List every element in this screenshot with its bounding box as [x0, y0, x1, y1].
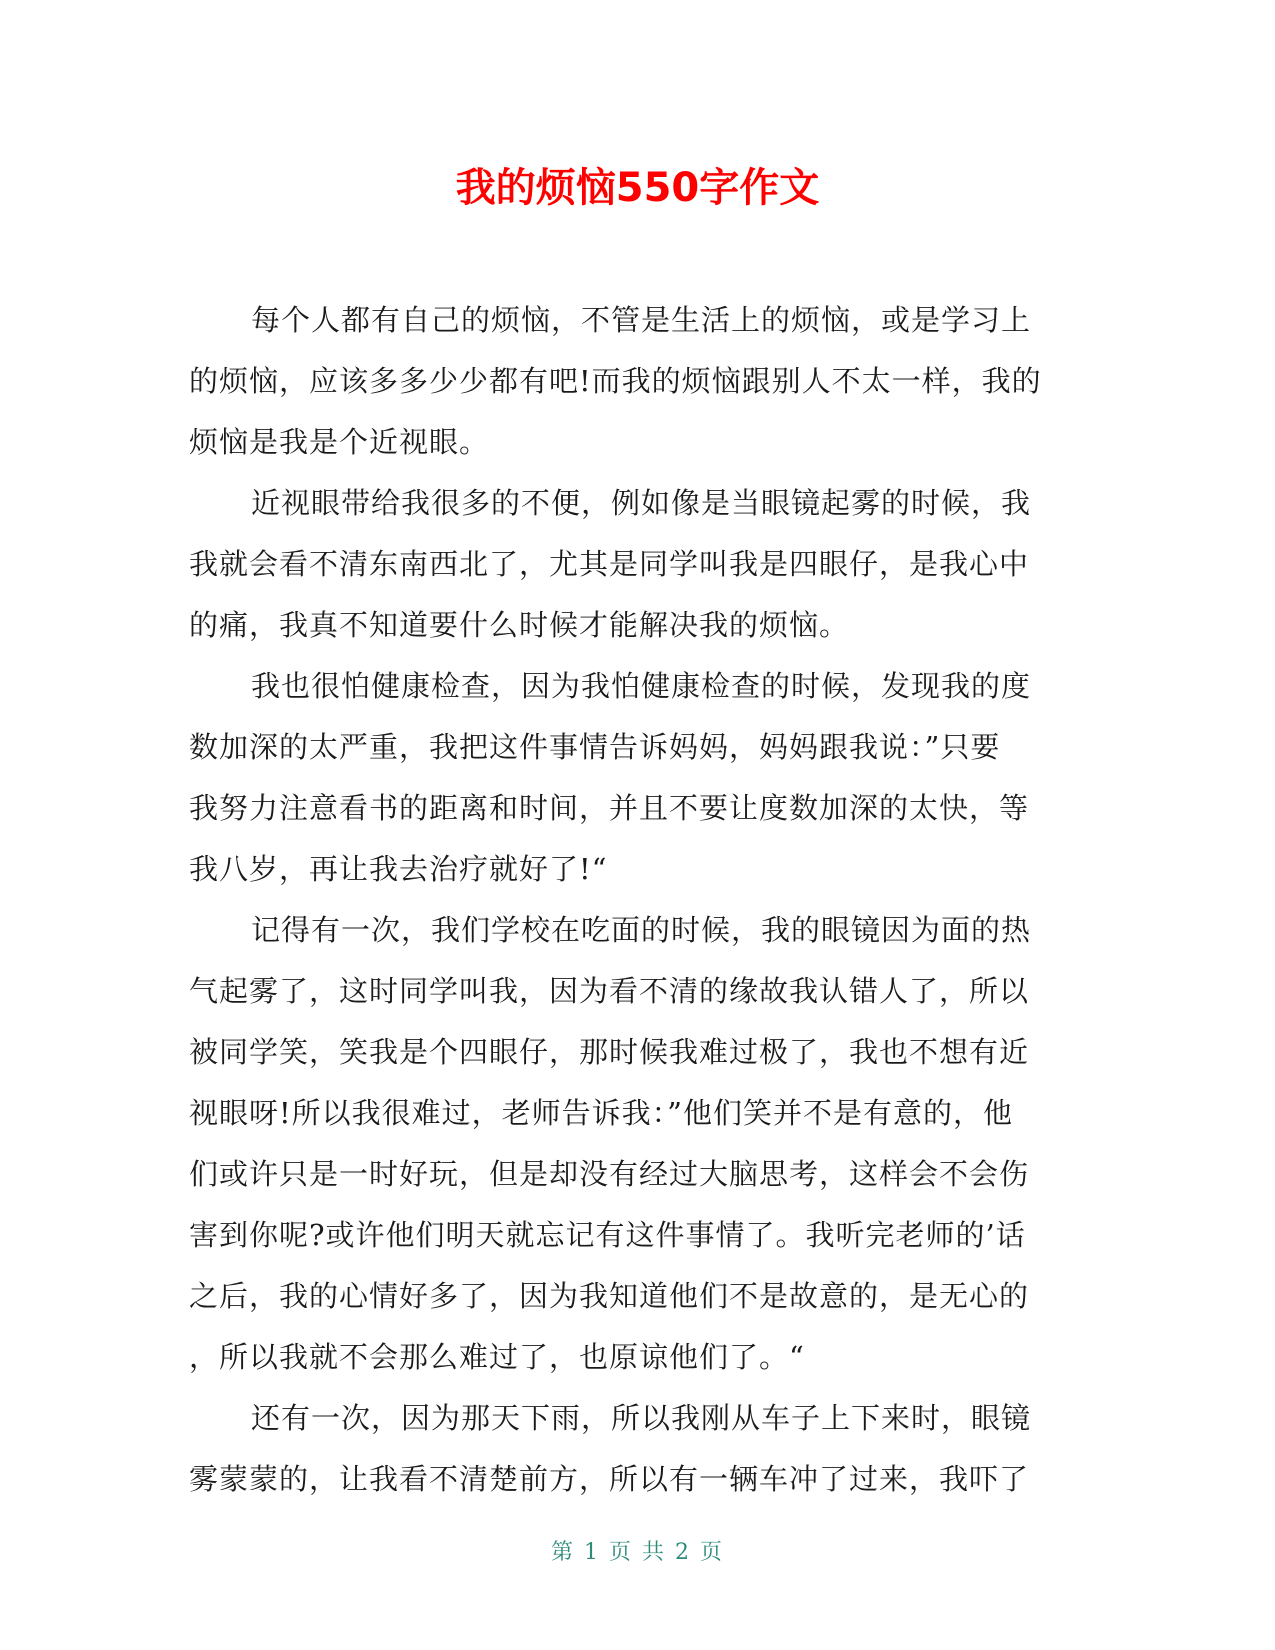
- text-line: 们或许只是一时好玩，但是却没有经过大脑思考，这样会不会伤: [189, 1157, 1030, 1191]
- text-line: 每个人都有自己的烦恼，不管是生活上的烦恼，或是学习上: [251, 303, 1032, 337]
- text-line: 我努力注意看书的距离和时间，并且不要让度数加深的太快，等: [189, 791, 1030, 825]
- document-title: 我的烦恼550字作文: [455, 165, 820, 211]
- text-line: ，所以我就不会那么难过了，也原谅他们了。“: [189, 1340, 805, 1374]
- text-line: 还有一次，因为那天下雨，所以我刚从车子上下来时，眼镜: [251, 1401, 1032, 1435]
- text-line: 我八岁，再让我去治疗就好了!“: [189, 852, 608, 886]
- text-line: 的烦恼，应该多多少少都有吧!而我的烦恼跟别人不太一样，我的: [189, 364, 1042, 398]
- text-line: 记得有一次，我们学校在吃面的时候，我的眼镜因为面的热: [251, 913, 1032, 947]
- text-line: 烦恼是我是个近视眼。: [189, 425, 490, 459]
- text-line: 近视眼带给我很多的不便，例如像是当眼镜起雾的时候，我: [251, 486, 1032, 520]
- text-line: 害到你呢?或许他们明天就忘记有这件事情了。我听完老师的’话: [189, 1218, 1026, 1252]
- document-body: [189, 290, 1069, 1510]
- text-line: 视眼呀!所以我很难过，老师告诉我：”他们笑并不是有意的，他: [189, 1096, 1013, 1130]
- page-number-footer: 第 1 页 共 2 页: [551, 1540, 724, 1565]
- text-line: 我也很怕健康检查，因为我怕健康检查的时候，发现我的度: [251, 669, 1032, 703]
- text-line: 我就会看不清东南西北了，尤其是同学叫我是四眼仔，是我心中: [189, 547, 1030, 581]
- text-line: 气起雾了，这时同学叫我，因为看不清的缘故我认错人了，所以: [189, 974, 1030, 1008]
- text-line: 雾蒙蒙的，让我看不清楚前方，所以有一辆车冲了过来，我吓了: [189, 1462, 1030, 1496]
- text-line: 数加深的太严重，我把这件事情告诉妈妈，妈妈跟我说：”只要: [189, 730, 1001, 764]
- text-line: 之后，我的心情好多了，因为我知道他们不是故意的，是无心的: [189, 1279, 1030, 1313]
- text-line: 被同学笑，笑我是个四眼仔，那时候我难过极了，我也不想有近: [189, 1035, 1030, 1069]
- text-line: 的痛，我真不知道要什么时候才能解决我的烦恼。: [189, 608, 850, 642]
